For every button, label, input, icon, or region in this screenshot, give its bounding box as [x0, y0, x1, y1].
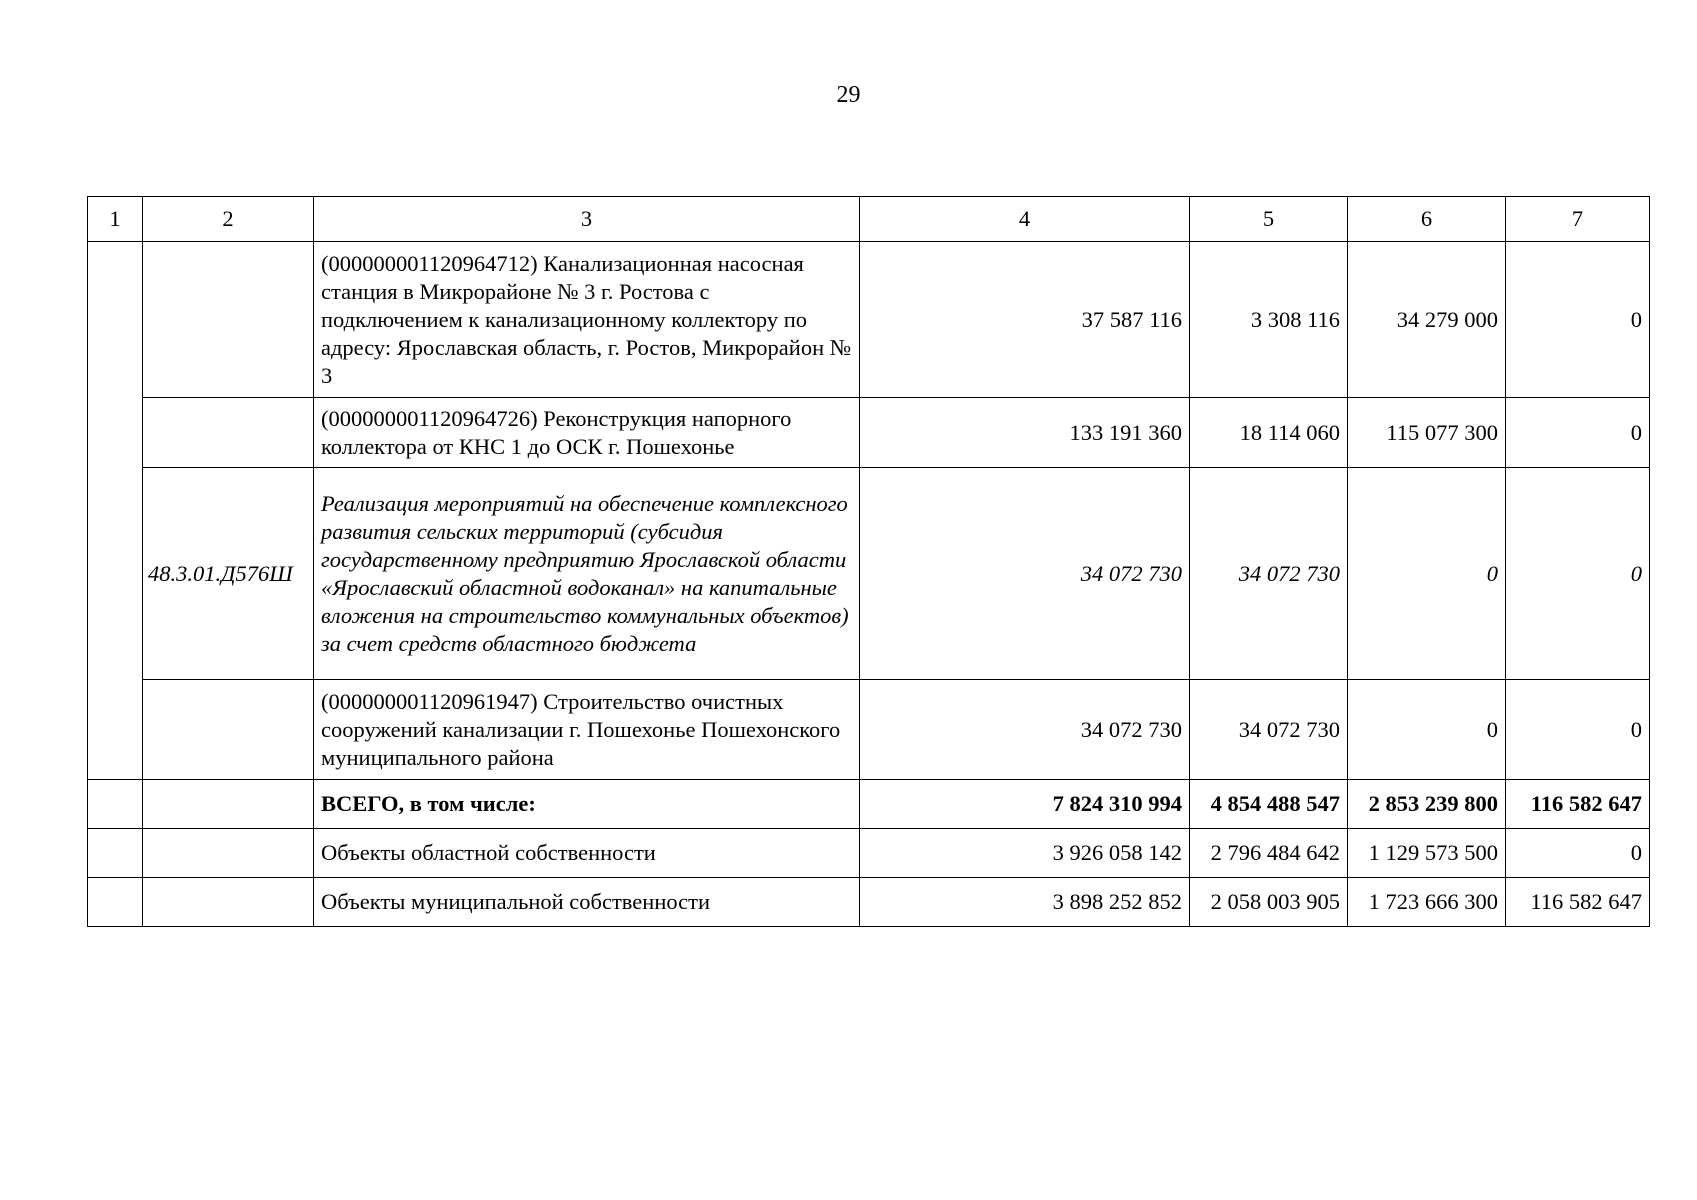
column-header: 1 [88, 197, 143, 242]
value-cell-col5: 3 308 116 [1190, 242, 1348, 398]
column-header: 7 [1506, 197, 1650, 242]
empty-cell [88, 780, 143, 829]
row-number-cell [88, 242, 143, 780]
total-col7: 116 582 647 [1506, 780, 1650, 829]
table-row [88, 242, 1650, 398]
municipal-col4: 3 898 252 852 [860, 878, 1190, 927]
regional-label: Объекты областной собственности [314, 829, 860, 878]
value-cell-col6: 0 [1348, 468, 1506, 680]
total-row [88, 780, 1650, 829]
column-header: 4 [860, 197, 1190, 242]
total-col6: 2 853 239 800 [1348, 780, 1506, 829]
value-cell-col6: 0 [1348, 680, 1506, 780]
value-cell-col6: 115 077 300 [1348, 398, 1506, 468]
description-cell: (000000001120961947) Строительство очистных сооружений канализации г. Пошехонье Пошехонского муниципального района [314, 680, 860, 780]
table-header-row [88, 197, 1650, 242]
empty-cell [88, 829, 143, 878]
description-cell: Реализация мероприятий на обеспечение комплексного развития сельских территорий (субсидия государственному предприятию Ярославской области «Ярославский областной водоканал» на капитальные вложения на строительство коммунальных объектов) за счет средств областного бюджета [314, 468, 860, 680]
column-header: 3 [314, 197, 860, 242]
description-cell: (000000001120964712) Канализационная насосная станция в Микрорайоне № 3 г. Ростова с подключением к канализационному коллектору по адресу: Ярославская область, г. Ростов, Микрорайон № 3 [314, 242, 860, 398]
column-header: 2 [143, 197, 314, 242]
value-cell-col4: 133 191 360 [860, 398, 1190, 468]
value-cell-col6: 34 279 000 [1348, 242, 1506, 398]
empty-cell [143, 829, 314, 878]
table-row [88, 398, 1650, 468]
regional-col6: 1 129 573 500 [1348, 829, 1506, 878]
code-cell: 48.3.01.Д576Ш [143, 468, 314, 680]
budget-table [87, 196, 1650, 927]
regional-property-row [88, 829, 1650, 878]
column-header: 5 [1190, 197, 1348, 242]
value-cell-col5: 34 072 730 [1190, 680, 1348, 780]
municipal-col7: 116 582 647 [1506, 878, 1650, 927]
value-cell-col7: 0 [1506, 680, 1650, 780]
table-row [88, 468, 1650, 680]
regional-col4: 3 926 058 142 [860, 829, 1190, 878]
municipal-col5: 2 058 003 905 [1190, 878, 1348, 927]
value-cell-col7: 0 [1506, 468, 1650, 680]
municipal-col6: 1 723 666 300 [1348, 878, 1506, 927]
municipal-label: Объекты муниципальной собственности [314, 878, 860, 927]
empty-cell [143, 878, 314, 927]
empty-cell [88, 878, 143, 927]
municipal-property-row [88, 878, 1650, 927]
total-col5: 4 854 488 547 [1190, 780, 1348, 829]
empty-cell [143, 780, 314, 829]
value-cell-col5: 18 114 060 [1190, 398, 1348, 468]
code-cell [143, 680, 314, 780]
value-cell-col7: 0 [1506, 242, 1650, 398]
value-cell-col5: 34 072 730 [1190, 468, 1348, 680]
value-cell-col4: 34 072 730 [860, 468, 1190, 680]
table-row [88, 680, 1650, 780]
page-number: 29 [836, 82, 861, 108]
code-cell [143, 242, 314, 398]
total-label: ВСЕГО, в том числе: [314, 780, 860, 829]
column-header: 6 [1348, 197, 1506, 242]
description-cell: (000000001120964726) Реконструкция напорного коллектора от КНС 1 до ОСК г. Пошехонье [314, 398, 860, 468]
value-cell-col4: 37 587 116 [860, 242, 1190, 398]
code-cell [143, 398, 314, 468]
regional-col7: 0 [1506, 829, 1650, 878]
total-col4: 7 824 310 994 [860, 780, 1190, 829]
value-cell-col7: 0 [1506, 398, 1650, 468]
regional-col5: 2 796 484 642 [1190, 829, 1348, 878]
value-cell-col4: 34 072 730 [860, 680, 1190, 780]
